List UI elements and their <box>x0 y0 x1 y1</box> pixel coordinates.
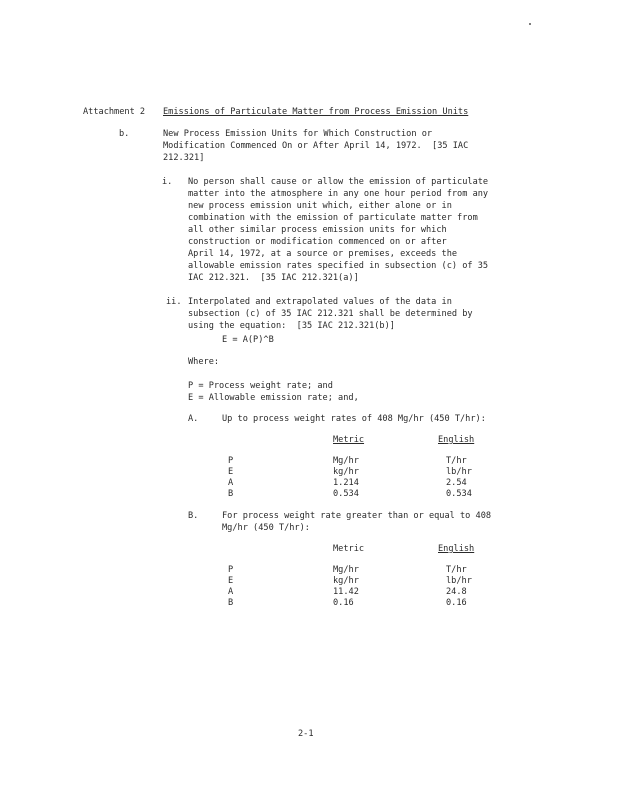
item-i-line: No person shall cause or allow the emission of particulate <box>188 177 489 187</box>
definition-e: E = Allowable emission rate; and, <box>188 393 359 403</box>
item-i-line: IAC 212.321. [35 IAC 212.321(a)] <box>188 273 359 283</box>
table-b-cell: kg/hr <box>333 576 359 586</box>
table-a-row-label: B <box>228 489 234 499</box>
table-a-header-metric: Metric <box>333 435 365 445</box>
table-b-row-label: P <box>228 565 234 575</box>
item-i-marker: i. <box>162 177 173 187</box>
table-b-cell: 0.16 <box>446 598 467 608</box>
table-b-header-english: English <box>438 544 475 554</box>
item-ii-line: Interpolated and extrapolated values of the data in <box>188 297 452 307</box>
attachment-label: Attachment 2 <box>83 107 146 117</box>
table-b-row-label: E <box>228 576 234 586</box>
table-a-cell: 0.534 <box>446 489 472 499</box>
item-ii-line: subsection (c) of 35 IAC 212.321 shall be determined by <box>188 309 473 319</box>
table-a-marker: A. <box>188 414 199 424</box>
item-ii-marker: ii. <box>166 297 182 307</box>
table-a-cell: 2.54 <box>446 478 467 488</box>
table-a-cell: lb/hr <box>446 467 472 477</box>
item-i-line: matter into the atmosphere in any one hour period from any <box>188 189 489 199</box>
item-i-line: construction or modification commenced on or after <box>188 237 447 247</box>
table-a-cell: Mg/hr <box>333 456 359 466</box>
equation: E = A(P)^B <box>222 335 274 345</box>
where-label: Where: <box>188 357 220 367</box>
table-a-row-label: E <box>228 467 234 477</box>
section-b-line: Modification Commenced On or After April 14, 1972. [35 IAC <box>163 141 469 151</box>
item-i-line: new process emission unit which, either alone or in <box>188 201 452 211</box>
table-a-cell: T/hr <box>446 456 467 466</box>
table-b-cell: 0.16 <box>333 598 354 608</box>
item-i-line: all other similar process emission units for which <box>188 225 447 235</box>
table-b-caption: For process weight rate greater than or equal to 408 <box>222 511 492 521</box>
table-b-row-label: A <box>228 587 234 597</box>
scan-speck <box>529 23 531 25</box>
table-b-marker: B. <box>188 511 199 521</box>
table-b-row-label: B <box>228 598 234 608</box>
table-a-caption: Up to process weight rates of 408 Mg/hr (450 T/hr): <box>222 414 486 424</box>
table-a-header-english: English <box>438 435 475 445</box>
definition-p: P = Process weight rate; and <box>188 381 333 391</box>
section-b-line: 212.321] <box>163 153 205 163</box>
item-i-line: allowable emission rates specified in subsection (c) of 35 <box>188 261 489 271</box>
section-b-marker: b. <box>119 129 130 139</box>
item-i-line: combination with the emission of particulate matter from <box>188 213 478 223</box>
item-i-line: April 14, 1972, at a source or premises, exceeds the <box>188 249 458 259</box>
page-title: Emissions of Particulate Matter from Process Emission Units <box>163 107 469 117</box>
section-b-line: New Process Emission Units for Which Construction or <box>163 129 433 139</box>
item-ii-line: using the equation: [35 IAC 212.321(b)] <box>188 321 395 331</box>
table-a-cell: 0.534 <box>333 489 359 499</box>
table-a-cell: 1.214 <box>333 478 359 488</box>
table-b-caption: Mg/hr (450 T/hr): <box>222 523 310 533</box>
page-number: 2-1 <box>298 729 314 739</box>
table-b-cell: 24.8 <box>446 587 467 597</box>
table-a-row-label: A <box>228 478 234 488</box>
table-a-cell: kg/hr <box>333 467 359 477</box>
table-b-header-metric: Metric <box>333 544 365 554</box>
table-b-cell: Mg/hr <box>333 565 359 575</box>
table-a-row-label: P <box>228 456 234 466</box>
table-b-cell: T/hr <box>446 565 467 575</box>
table-b-cell: 11.42 <box>333 587 359 597</box>
table-b-cell: lb/hr <box>446 576 472 586</box>
